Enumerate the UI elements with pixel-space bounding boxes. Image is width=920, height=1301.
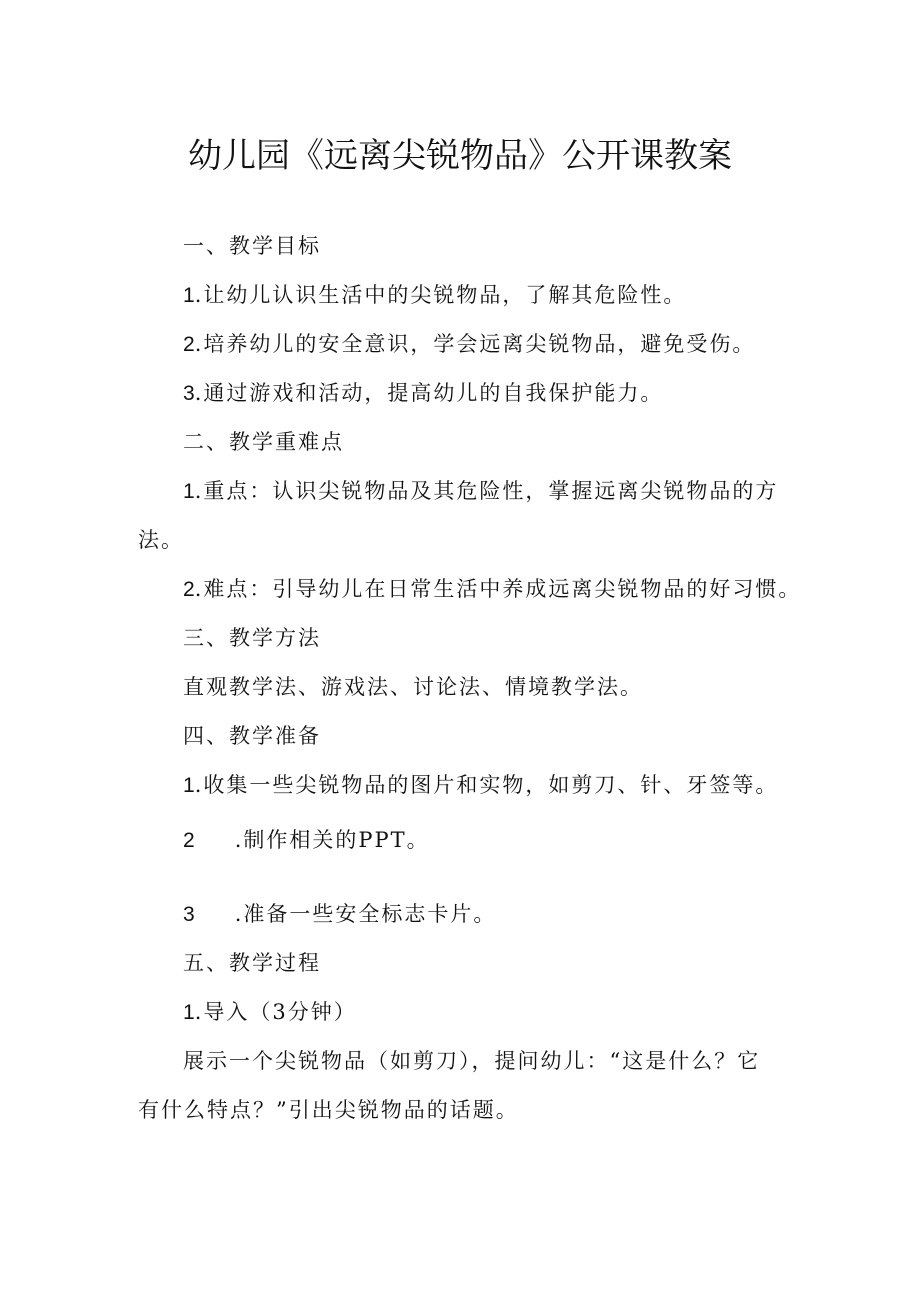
item-text: .准备一些安全标志卡片。 [234, 902, 497, 926]
item-text: .难点：引导幼儿在日常生活中养成远离尖锐物品的好习惯。 [194, 577, 802, 601]
section-heading-methods: 三、教学方法 [183, 626, 321, 650]
section-heading-key-points: 二、教学重难点 [183, 430, 344, 454]
item-number: 2 [183, 578, 195, 601]
item-number: 3 [183, 903, 195, 926]
item-number: 1 [183, 480, 195, 503]
document-title: 幼儿园《远离尖锐物品》公开课教案 [188, 136, 732, 176]
section-heading-process: 五、教学过程 [183, 951, 321, 975]
key-point-item-1 [183, 481, 778, 502]
item-text: .让幼儿认识生活中的尖锐物品，了解其危险性。 [194, 283, 687, 307]
preparation-item-1 [183, 775, 778, 796]
item-number: 2 [183, 829, 195, 852]
item-number: 1 [183, 774, 195, 797]
item-number: 3 [183, 382, 195, 405]
goal-item-3 [183, 383, 663, 404]
item-number: 2 [183, 333, 195, 356]
methods-text: 直观教学法、游戏法、讨论法、情境教学法。 [183, 675, 643, 699]
item-text: .制作相关的PPT。 [234, 828, 430, 852]
section-heading-goals: 一、教学目标 [183, 234, 321, 258]
item-text: .通过游戏和活动，提高幼儿的自我保护能力。 [194, 381, 664, 405]
item-number: 1 [183, 284, 195, 307]
item-text: .培养幼儿的安全意识，学会远离尖锐物品，避免受伤。 [194, 332, 756, 356]
key-point-item-2 [183, 579, 801, 600]
process-paragraph-line-1: 展示一个尖锐物品（如剪刀），提问幼儿：“这是什么？它 [183, 1049, 761, 1073]
preparation-item-2 [183, 830, 430, 851]
item-text: .收集一些尖锐物品的图片和实物，如剪刀、针、牙签等。 [194, 773, 779, 797]
goal-item-2 [183, 334, 755, 355]
key-point-item-1-continuation: 法。 [138, 528, 184, 552]
section-heading-preparation: 四、教学准备 [183, 724, 321, 748]
item-text: .导入（3分钟） [194, 1000, 357, 1024]
item-number: 1 [183, 1001, 195, 1024]
preparation-item-3 [183, 904, 496, 925]
item-text: .重点：认识尖锐物品及其危险性，掌握远离尖锐物品的方 [194, 479, 779, 503]
process-item-1 [183, 1002, 357, 1023]
goal-item-1 [183, 285, 686, 306]
process-paragraph-line-2: 有什么特点？”引出尖锐物品的话题。 [138, 1098, 519, 1122]
